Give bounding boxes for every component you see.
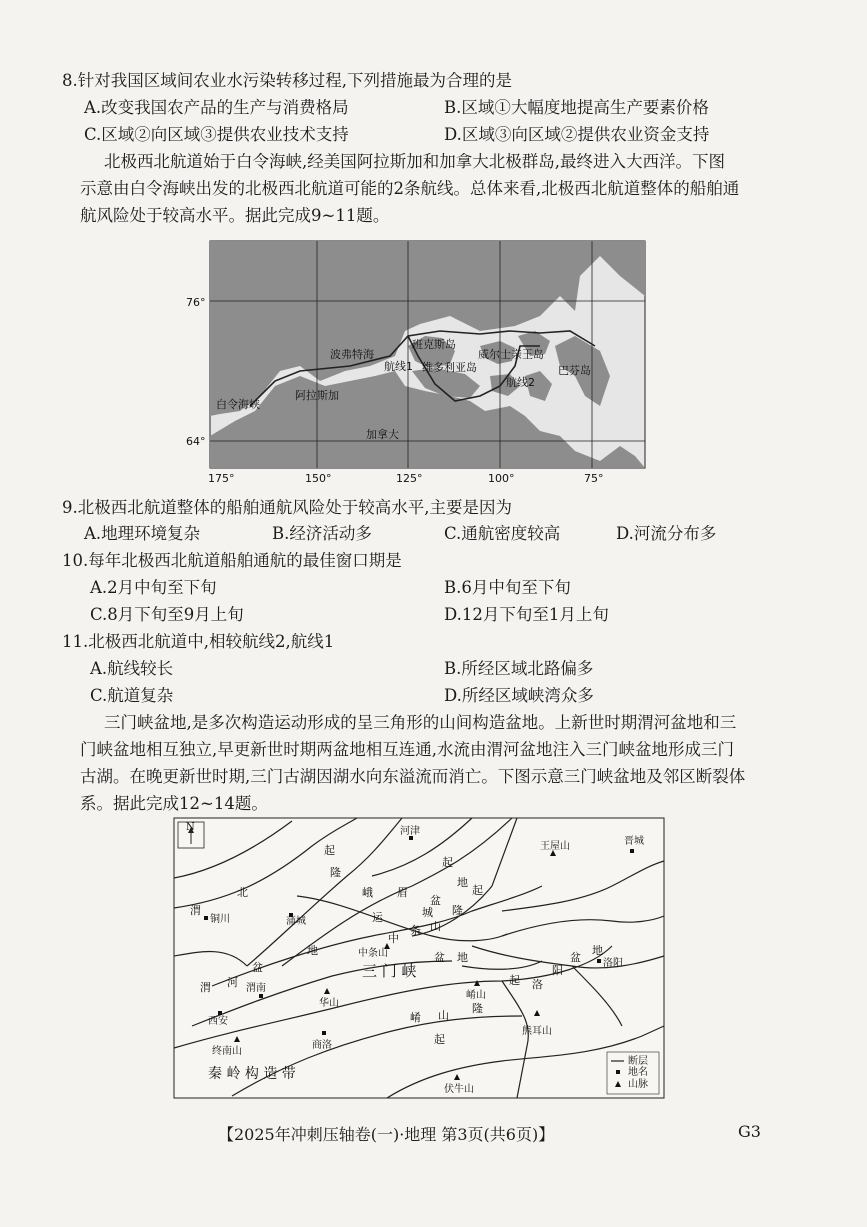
luoyang-label: 洛阳 xyxy=(603,958,623,969)
svg-text:峨: 峨 xyxy=(362,886,373,899)
victoria-label: 维多利亚岛 xyxy=(422,361,477,374)
q10-option-d[interactable]: D.12月下旬至1月上旬 xyxy=(444,605,609,624)
passage1-line3: 航风险处于较高水平。据此完成9~11题。 xyxy=(80,206,390,225)
legend-mountain: 山脉 xyxy=(628,1079,648,1090)
svg-text:秦 岭 构 造 带: 秦 岭 构 造 带 xyxy=(208,1066,296,1082)
svg-text:起: 起 xyxy=(442,856,453,869)
shangluo-label: 商洛 xyxy=(312,1040,332,1051)
passage2-line4: 系。据此完成12~14题。 xyxy=(80,794,268,813)
svg-text:隆: 隆 xyxy=(452,904,463,917)
svg-text:起: 起 xyxy=(509,974,520,987)
svg-text:山: 山 xyxy=(430,920,441,933)
lon-75-label: 75° xyxy=(584,472,604,485)
q8-stem: 8.针对我国区域间农业水污染转移过程,下列措施最为合理的是 xyxy=(62,71,512,90)
svg-text:中: 中 xyxy=(388,932,399,945)
hejin-label: 河津 xyxy=(400,826,420,837)
svg-text:起: 起 xyxy=(434,1033,445,1046)
footer-code: G3 xyxy=(738,1122,761,1141)
q9-option-c[interactable]: C.通航密度较高 xyxy=(444,524,561,543)
q11-option-d[interactable]: D.所经区域峡湾众多 xyxy=(444,686,594,705)
lat-64-label: 64° xyxy=(186,435,206,448)
xiaoshan-label: 崤山 xyxy=(466,990,486,1001)
svg-text:三 门 峡: 三 门 峡 xyxy=(362,962,417,980)
passage2-line2: 门峡盆地相互独立,早更新世时期两盆地相互连通,水流由渭河盆地注入三门峡盆地形成三门 xyxy=(80,740,734,759)
lon-100-label: 100° xyxy=(488,472,515,485)
q8-option-b[interactable]: B.区域①大幅度地提高生产要素价格 xyxy=(444,98,709,117)
passage2-line3: 古湖。在晚更新世时期,三门古湖因湖水向东溢流而消亡。下图示意三门峡盆地及邻区断裂体 xyxy=(80,767,746,786)
svg-text:地: 地 xyxy=(457,876,468,889)
q8-option-a[interactable]: A.改变我国农产品的生产与消费格局 xyxy=(84,98,349,117)
q9-option-a[interactable]: A.地理环境复杂 xyxy=(84,524,201,543)
lon-175-label: 175° xyxy=(208,472,235,485)
legend xyxy=(607,1052,659,1094)
tongchuan-label: 铜川 xyxy=(210,914,230,925)
q10-option-b[interactable]: B.6月中旬至下旬 xyxy=(444,578,571,597)
svg-text:崤: 崤 xyxy=(410,1011,421,1024)
passage1-line1: 北极西北航道始于白令海峡,经美国阿拉斯加和加拿大北极群岛,最终进入大西洋。下图 xyxy=(104,152,725,171)
svg-text:地: 地 xyxy=(457,951,468,964)
svg-text:眉: 眉 xyxy=(397,886,408,899)
q9-stem: 9.北极西北航道整体的船舶通航风险处于较高水平,主要是因为 xyxy=(62,498,512,517)
passage1-line2: 示意由白令海峡出发的北极西北航道可能的2条航线。总体来看,北极西北航道整体的船舶通 xyxy=(80,179,740,198)
north-arrow: N xyxy=(186,822,195,833)
svg-text:山: 山 xyxy=(438,1009,449,1022)
footer-title: 【2025年冲刺压轴卷(一)·地理 第3页(共6页)】 xyxy=(218,1125,555,1144)
prince-wales-label: 威尔士亲王岛 xyxy=(478,348,544,361)
lon-125-label: 125° xyxy=(396,472,423,485)
svg-text:隆: 隆 xyxy=(472,1002,483,1015)
svg-text:地: 地 xyxy=(592,944,603,957)
weinan-label: 渭南 xyxy=(246,983,266,994)
pucheng-label: 蒲城 xyxy=(286,916,306,927)
legend-place: 地名 xyxy=(628,1067,648,1078)
beaufort-label: 波弗特海 xyxy=(330,348,374,361)
svg-text:北: 北 xyxy=(237,886,248,899)
q11-option-c[interactable]: C.航道复杂 xyxy=(90,686,174,705)
route1-label: 航线1 xyxy=(384,360,413,373)
northwest-passage-map xyxy=(180,236,670,488)
svg-text:河: 河 xyxy=(227,976,238,989)
q9-option-b[interactable]: B.经济活动多 xyxy=(272,524,372,543)
banks-label: 班克斯岛 xyxy=(412,338,456,351)
funiu-label: 伏牛山 xyxy=(444,1084,474,1095)
svg-text:渭: 渭 xyxy=(200,981,211,994)
svg-text:运: 运 xyxy=(372,911,383,924)
zhongnan-label: 终南山 xyxy=(212,1046,242,1057)
q8-option-d[interactable]: D.区域③向区域②提供农业资金支持 xyxy=(444,125,710,144)
alaska-label: 阿拉斯加 xyxy=(295,389,339,402)
q11-stem: 11.北极西北航道中,相较航线2,航线1 xyxy=(62,632,335,651)
svg-text:隆: 隆 xyxy=(330,866,341,879)
q11-option-b[interactable]: B.所经区域北路偏多 xyxy=(444,659,594,678)
svg-text:盆: 盆 xyxy=(430,894,441,907)
svg-text:盆: 盆 xyxy=(434,951,445,964)
legend-fault: 断层 xyxy=(628,1056,648,1067)
q10-option-c[interactable]: C.8月下旬至9月上旬 xyxy=(90,605,244,624)
svg-text:地: 地 xyxy=(307,944,318,957)
wangwu-label: 王屋山 xyxy=(540,841,570,852)
zhongtiao-peak-label: 中条山 xyxy=(358,948,388,959)
q10-stem: 10.每年北极西北航道船舶通航的最佳窗口期是 xyxy=(62,551,402,570)
jincheng-label: 晋城 xyxy=(624,836,644,847)
svg-text:城: 城 xyxy=(422,906,433,919)
svg-text:渭: 渭 xyxy=(190,904,201,917)
svg-text:起: 起 xyxy=(472,884,483,897)
q8-option-c[interactable]: C.区域②向区域③提供农业技术支持 xyxy=(84,125,349,144)
canada-label: 加拿大 xyxy=(366,428,399,441)
svg-text:盆: 盆 xyxy=(252,961,263,974)
svg-text:条: 条 xyxy=(410,924,421,937)
q9-option-d[interactable]: D.河流分布多 xyxy=(616,524,717,543)
sanmenxia-fault-map xyxy=(172,816,668,1102)
lon-150-label: 150° xyxy=(305,472,332,485)
xian-label: 西安 xyxy=(208,1016,228,1027)
xiong-er-label: 熊耳山 xyxy=(522,1026,552,1037)
svg-text:阳: 阳 xyxy=(552,964,563,977)
svg-text:洛: 洛 xyxy=(532,978,543,991)
route2-label: 航线2 xyxy=(506,376,535,389)
q11-option-a[interactable]: A.航线较长 xyxy=(90,659,174,678)
bering-label: 白令海峡 xyxy=(216,398,260,411)
svg-text:起: 起 xyxy=(324,844,335,857)
svg-text:盆: 盆 xyxy=(570,951,581,964)
lat-76-label: 76° xyxy=(186,296,206,309)
baffin-label: 巴芬岛 xyxy=(558,364,591,377)
huashan-label: 华山 xyxy=(319,998,339,1009)
passage2-line1: 三门峡盆地,是多次构造运动形成的呈三角形的山间构造盆地。上新世时期渭河盆地和三 xyxy=(104,713,737,732)
q10-option-a[interactable]: A.2月中旬至下旬 xyxy=(90,578,217,597)
